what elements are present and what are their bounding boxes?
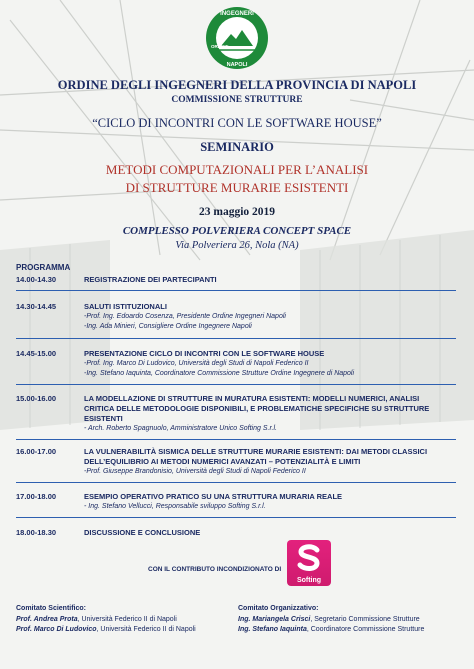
committee-member: Ing. Mariangela Crisci, Segretario Commissione Strutture — [238, 615, 420, 623]
softing-s-icon — [287, 540, 331, 576]
softing-logo — [287, 540, 331, 586]
logo-text-left: ORDINE — [211, 44, 229, 49]
softing-brand: Softing — [296, 577, 322, 584]
program-title: ESEMPIO OPERATIVO PRATICO SU UNA STRUTTURA MURARIA REALE — [84, 492, 343, 501]
program-title-cont: ESISTENTI — [84, 414, 123, 423]
program-title: LA MODELLAZIONE DI STRUTTURE IN MURATURA ESISTENTI: MODELLI NUMERICI, ANALISI — [84, 394, 420, 403]
commission-name: COMMISSIONE STRUTTURE — [171, 95, 303, 105]
sponsor-caption: CON IL CONTRIBUTO INCONDIZIONATO DI — [148, 566, 282, 573]
event-address: Via Polveriera 26, Nola (NA) — [175, 240, 299, 251]
divider — [16, 482, 456, 483]
event-type: SEMINARIO — [200, 140, 274, 154]
program-title-cont: DELL’EQUILIBRIO AI METODI NUMERICI AVANZATI – POTENZIALITÀ E LIMITI — [84, 457, 361, 466]
program-title-cont: CRITICA DELLE METODOLOGIE DISPONIBILI, E PROBLEMATICHE SPECIFICHE SU STRUTTURE — [84, 404, 430, 413]
committee-member: Prof. Andrea Prota, Università Federico II di Napoli — [16, 615, 177, 623]
divider — [16, 517, 456, 518]
committee-heading: Comitato Organizzativo: — [238, 605, 319, 612]
order-logo — [205, 6, 269, 70]
program-speaker: -Prof. Ing. Marco Di Ludovico, Università degli Studi di Napoli Federico II — [84, 360, 309, 367]
cycle-title: “CICLO DI INCONTRI CON LE SOFTWARE HOUSE” — [92, 116, 382, 130]
divider — [16, 439, 456, 440]
program-time: 16.00-17.00 — [16, 447, 57, 456]
program-heading: PROGRAMMA — [16, 263, 71, 272]
program-time: 17.00-18.00 — [16, 492, 57, 501]
topic-line-1: METODI COMPUTAZIONALI PER L’ANALISI — [105, 162, 369, 177]
program-time: 14.00-14.30 — [16, 275, 57, 284]
program-title: REGISTRAZIONE DEI PARTECIPANTI — [84, 275, 217, 284]
program-time: 15.00-16.00 — [16, 394, 57, 403]
logo-text-top: INGEGNERI — [220, 11, 254, 17]
logo-text-bottom: NAPOLI — [226, 62, 248, 68]
divider — [16, 338, 456, 339]
committee-heading: Comitato Scientifico: — [16, 605, 87, 612]
committee-member: Ing. Stefano Iaquinta, Coordinatore Commissione Strutture — [238, 626, 425, 633]
program-title: PRESENTAZIONE CICLO DI INCONTRI CON LE SOFTWARE HOUSE — [84, 349, 325, 358]
program-speaker: - Ing. Stefano Vellucci, Responsabile sviluppo Softing S.r.l. — [84, 503, 266, 510]
program-title: DISCUSSIONE E CONCLUSIONE — [84, 528, 201, 537]
program-title: LA VULNERABILITÀ SISMICA DELLE STRUTTURE MURARIE ESISTENTI: DAI METODI CLASSICI — [84, 447, 428, 456]
scientific-committee — [16, 604, 242, 636]
divider — [16, 290, 456, 291]
program-speaker: -Ing. Ada Minieri, Consigliere Ordine Ingegnere Napoli — [84, 323, 252, 330]
program-speaker: -Prof. Giuseppe Brandonisio, Università degli Studi di Napoli Federico II — [84, 468, 306, 475]
program-time: 14.45-15.00 — [16, 349, 57, 358]
committee-member: Prof. Marco Di Ludovico, Università Federico II di Napoli — [16, 626, 196, 633]
topic-line-2: DI STRUTTURE MURARIE ESISTENTI — [125, 180, 349, 195]
event-venue: COMPLESSO POLVERIERA CONCEPT SPACE — [122, 225, 352, 237]
program-title: SALUTI ISTITUZIONALI — [84, 302, 167, 311]
program-speaker: - Arch. Roberto Spagnuolo, Amministratore Unico Softing S.r.l. — [84, 425, 277, 432]
divider — [16, 384, 456, 385]
program-time: 18.00-18.30 — [16, 528, 57, 537]
organizing-committee — [238, 604, 464, 636]
org-name: ORDINE DEGLI INGEGNERI DELLA PROVINCIA DI NAPOLI — [57, 78, 417, 92]
event-date: 23 maggio 2019 — [198, 206, 276, 218]
program-speaker: -Ing. Stefano Iaquinta, Coordinatore Commissione Strutture Ordine Ingegnere di Napoli — [84, 370, 355, 377]
program-speaker: -Prof. Ing. Edoardo Cosenza, Presidente Ordine Ingegneri Napoli — [84, 313, 286, 320]
program-time: 14.30-14.45 — [16, 302, 57, 311]
